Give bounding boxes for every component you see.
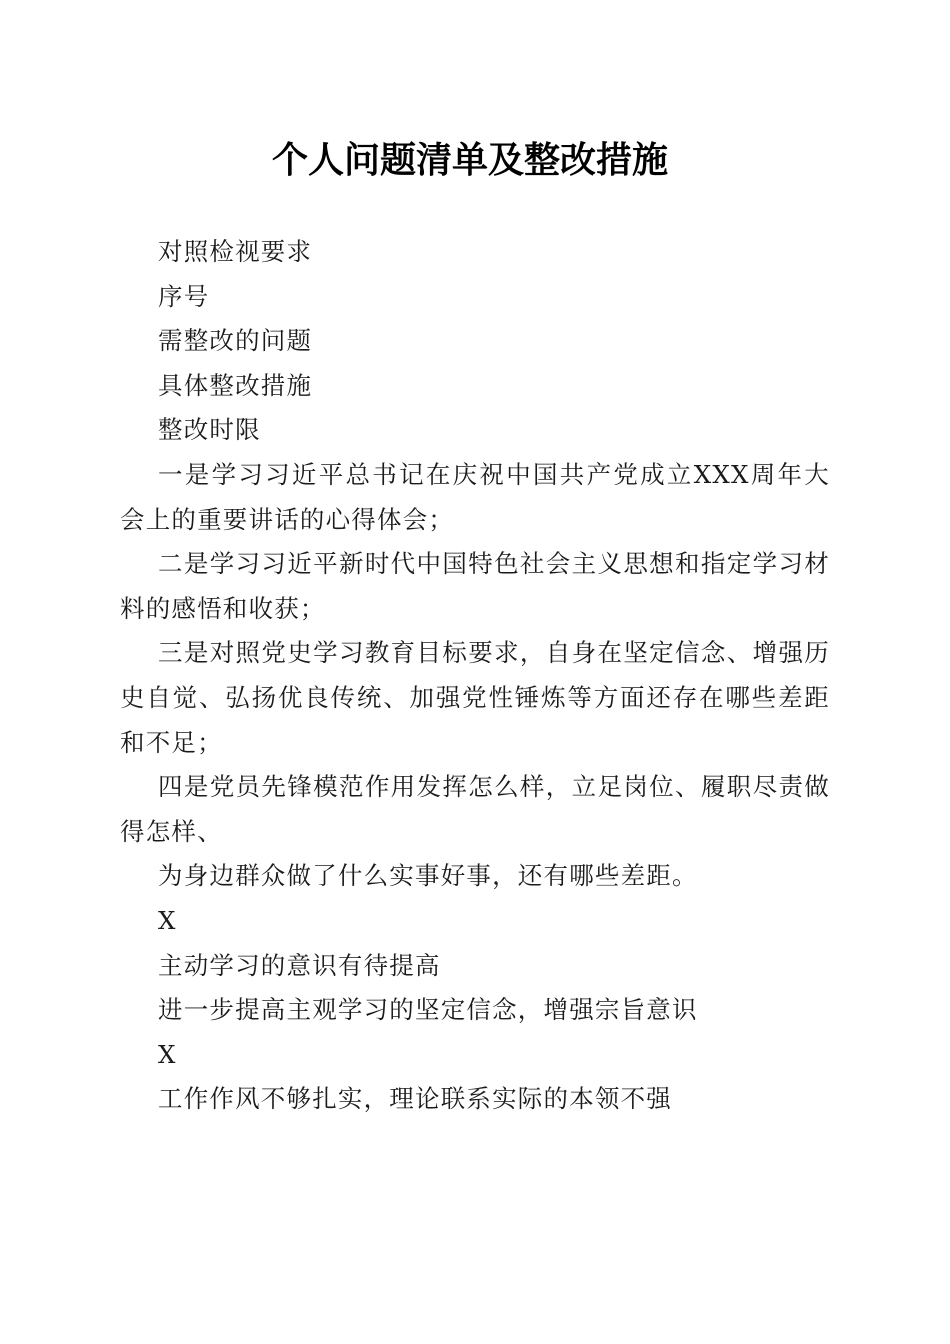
paragraph-item-2: 二是学习习近平新时代中国特色社会主义思想和指定学习材料的感悟和收获； (120, 549, 830, 623)
paragraph-placeholder-x-1: X (158, 905, 177, 935)
paragraph-issue-header: 需整改的问题 (158, 326, 313, 356)
paragraph-deadline-header: 整改时限 (158, 415, 261, 445)
paragraph-item-4-continued: 为身边群众做了什么实事好事，还有哪些差距。 (158, 861, 698, 891)
paragraph-measure-1: 进一步提高主观学习的坚定信念，增强宗旨意识 (158, 995, 698, 1025)
paragraph-item-3: 三是对照党史学习教育目标要求，自身在坚定信念、增强历史自觉、弘扬优良传统、加强党性锤炼等方面还存在哪些差距和不足； (120, 638, 830, 757)
paragraph-serial-header: 序号 (158, 281, 210, 311)
paragraph-issue-1: 主动学习的意识有待提高 (158, 950, 441, 980)
paragraph-measures-header: 具体整改措施 (158, 370, 313, 400)
paragraph-item-4: 四是党员先锋模范作用发挥怎么样，立足岗位、履职尽责做得怎样、 (120, 772, 830, 846)
paragraph-requirement-header: 对照检视要求 (158, 237, 313, 266)
document-body (120, 230, 830, 1122)
paragraph-placeholder-x-2: X (158, 1039, 177, 1069)
paragraph-item-1: 一是学习习近平总书记在庆祝中国共产党成立XXX周年大会上的重要讲话的心得体会； (120, 459, 830, 534)
paragraph-issue-2: 工作作风不够扎实，理论联系实际的本领不强 (158, 1084, 672, 1114)
document-title: 个人问题清单及整改措施 (271, 139, 668, 181)
